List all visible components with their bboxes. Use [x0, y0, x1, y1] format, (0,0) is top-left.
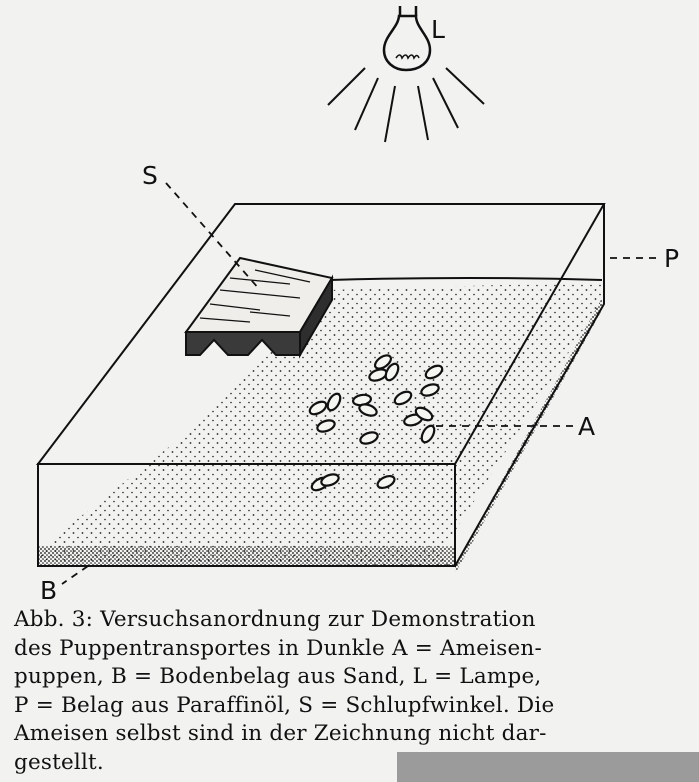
caption-line-6: gestellt. [14, 749, 104, 775]
label-paraffin: P [664, 244, 680, 273]
caption-line-3: puppen, B = Bodenbelag aus Sand, L = Lampe, [14, 664, 542, 689]
caption-line-4: P = Belag aus Paraffinöl, S = Schlupfwinkel. Die [14, 692, 555, 718]
label-lamp: L [431, 15, 445, 44]
caption-line-5: Ameisen selbst sind in der Zeichnung nicht dar- [14, 721, 547, 746]
light-rays [328, 68, 484, 142]
sand-front-layer [38, 546, 456, 566]
caption-line-2: des Puppentransportes in Dunkle A = Ameisen- [14, 635, 542, 661]
caption-line-1: Abb. 3: Versuchsanordnung zur Demonstration [14, 607, 536, 632]
label-pupae: A [578, 412, 596, 441]
scan-grey-bar [397, 752, 699, 782]
label-floor: B [40, 576, 58, 605]
lamp-bulb [384, 6, 430, 70]
label-shelter: S [142, 161, 158, 190]
